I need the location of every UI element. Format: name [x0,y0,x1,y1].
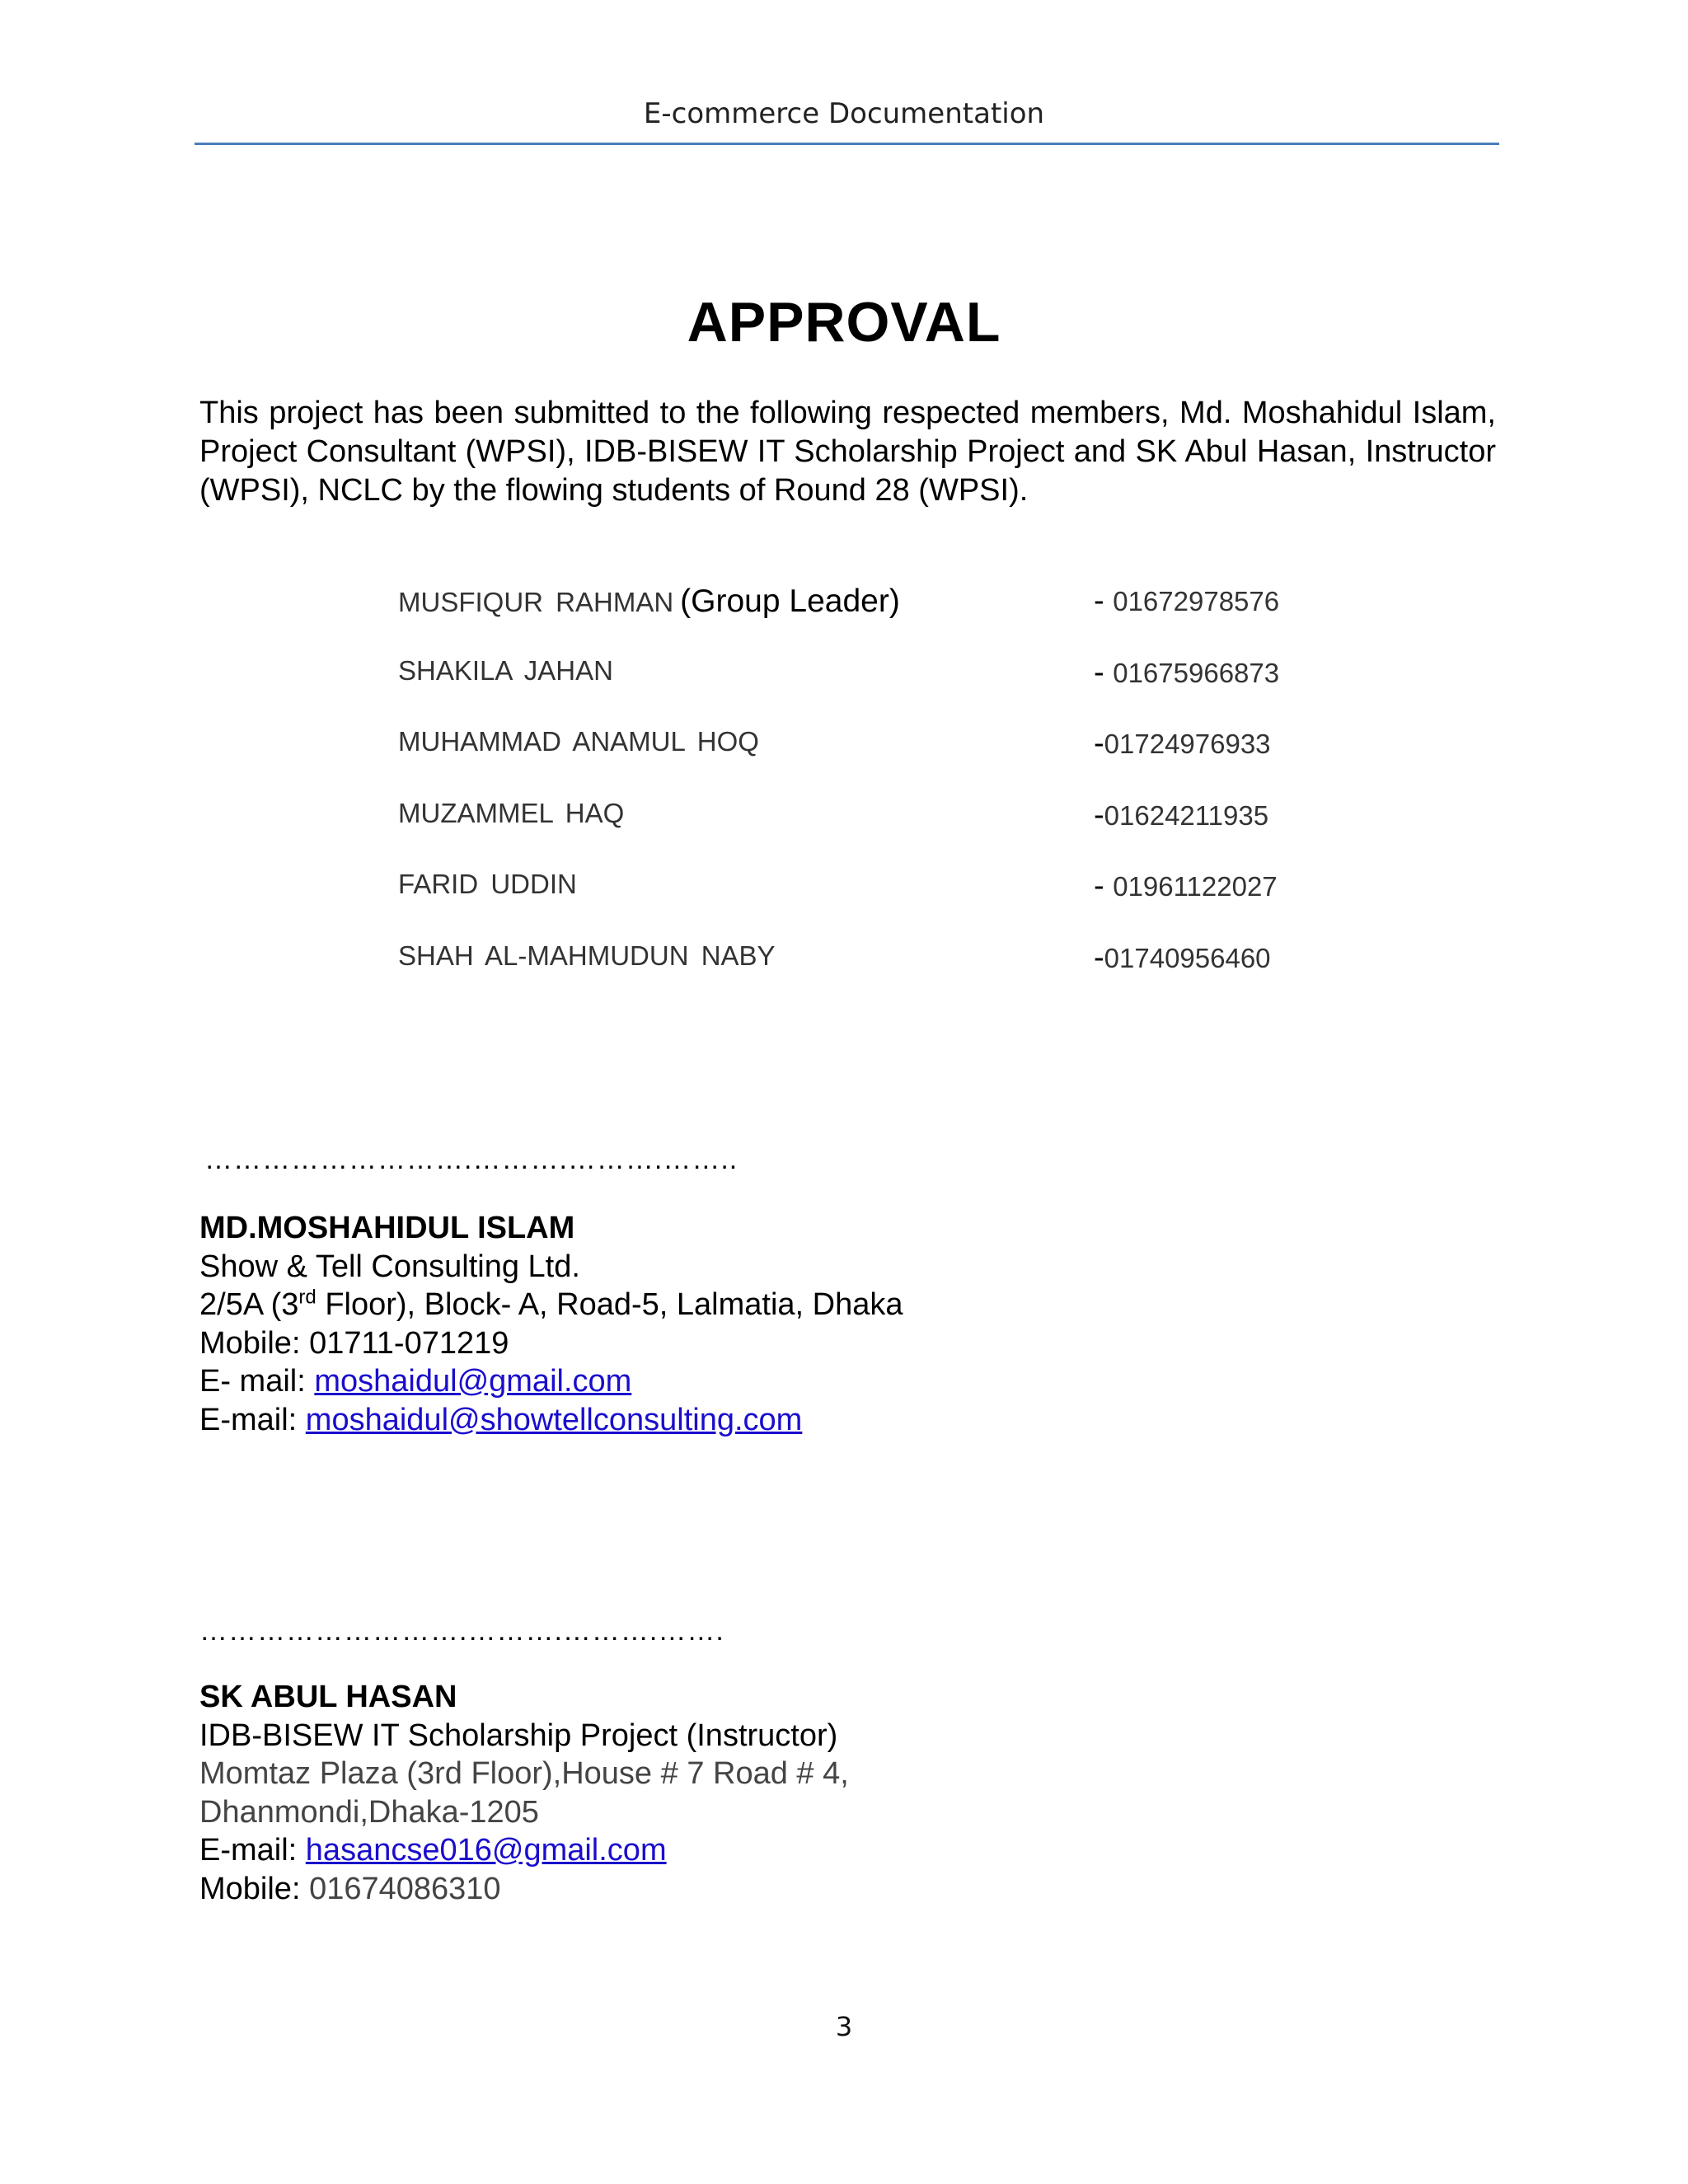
intro-paragraph: This project has been submitted to the following respected members, Md. Moshahidul Islam, Project Consultant (WPSI), IDB-BISEW IT Scholarship Project and SK Abul Hasan, Instructor (WPSI), NCLC by the flowing students of Round 28 (WPSI). [199,396,1496,508]
signatory-1-company: Show & Tell Consulting Ltd. [199,1249,580,1284]
member-name: FARID UDDIN [398,869,577,900]
signatory-2-email: E-mail: hasancse016@gmail.com [199,1833,667,1868]
signatory-1-name: MD.MOSHAHIDUL ISLAM [199,1211,575,1245]
page-title: APPROVAL [687,291,1001,354]
signatory-2-address-1: Momtaz Plaza (3rd Floor),House # 7 Road # 4, [199,1756,849,1791]
member-phone: -01624211935 [1094,797,1269,832]
member-name: SHAH AL-MAHMUDUN NABY [398,940,776,971]
signatory-1-block [199,1209,903,1439]
member-row [398,719,1387,791]
signatory-2-address-2: Dhanmondi,Dhaka-1205 [199,1794,539,1830]
member-phone: - 01672978576 [1094,583,1280,618]
signatory-1-mobile: Mobile: 01711-071219 [199,1325,509,1361]
running-header: E-commerce Documentation [643,97,1045,130]
member-row [398,791,1387,863]
member-phone: -01740956460 [1094,940,1271,975]
email-link[interactable]: hasancse016@gmail.com [305,1833,667,1868]
member-name: MUSFIQUR RAHMAN (Group Leader) [398,583,900,619]
member-name: MUZAMMEL HAQ [398,797,625,828]
signatory-1-email-2: E-mail: moshaidul@showtellconsulting.com [199,1402,803,1437]
signatory-1-address: 2/5A (3rd Floor), Block- A, Road-5, Lalmatia, Dhaka [199,1286,903,1322]
member-row [398,862,1387,934]
member-row [398,934,1387,1005]
page-number: 3 [835,2011,853,2042]
member-phone: - 01961122027 [1094,869,1278,904]
member-list [398,577,1387,1005]
signatory-2-mobile: Mobile: 01674086310 [199,1871,501,1906]
signature-line-2: ……………………….……….……….……. [199,1615,724,1647]
member-name: SHAKILA JAHAN [398,654,613,686]
member-phone: -01724976933 [1094,726,1271,762]
member-row [398,649,1387,720]
member-name: MUHAMMAD ANAMUL HOQ [398,726,759,757]
signatory-2-name: SK ABUL HASAN [199,1680,457,1714]
email-link[interactable]: moshaidul@showtellconsulting.com [305,1402,803,1437]
header-rule [195,143,1499,145]
member-phone: - 01675966873 [1094,654,1280,690]
signatory-2-block [199,1678,849,1908]
signature-line-1: ……………………….……….……….…….. [204,1144,738,1175]
member-role: (Group Leader) [680,583,900,619]
email-link[interactable]: moshaidul@gmail.com [314,1364,632,1399]
signatory-2-organization: IDB-BISEW IT Scholarship Project (Instructor) [199,1718,838,1753]
signatory-1-email-1: E- mail: moshaidul@gmail.com [199,1364,632,1399]
member-row [398,577,1387,649]
